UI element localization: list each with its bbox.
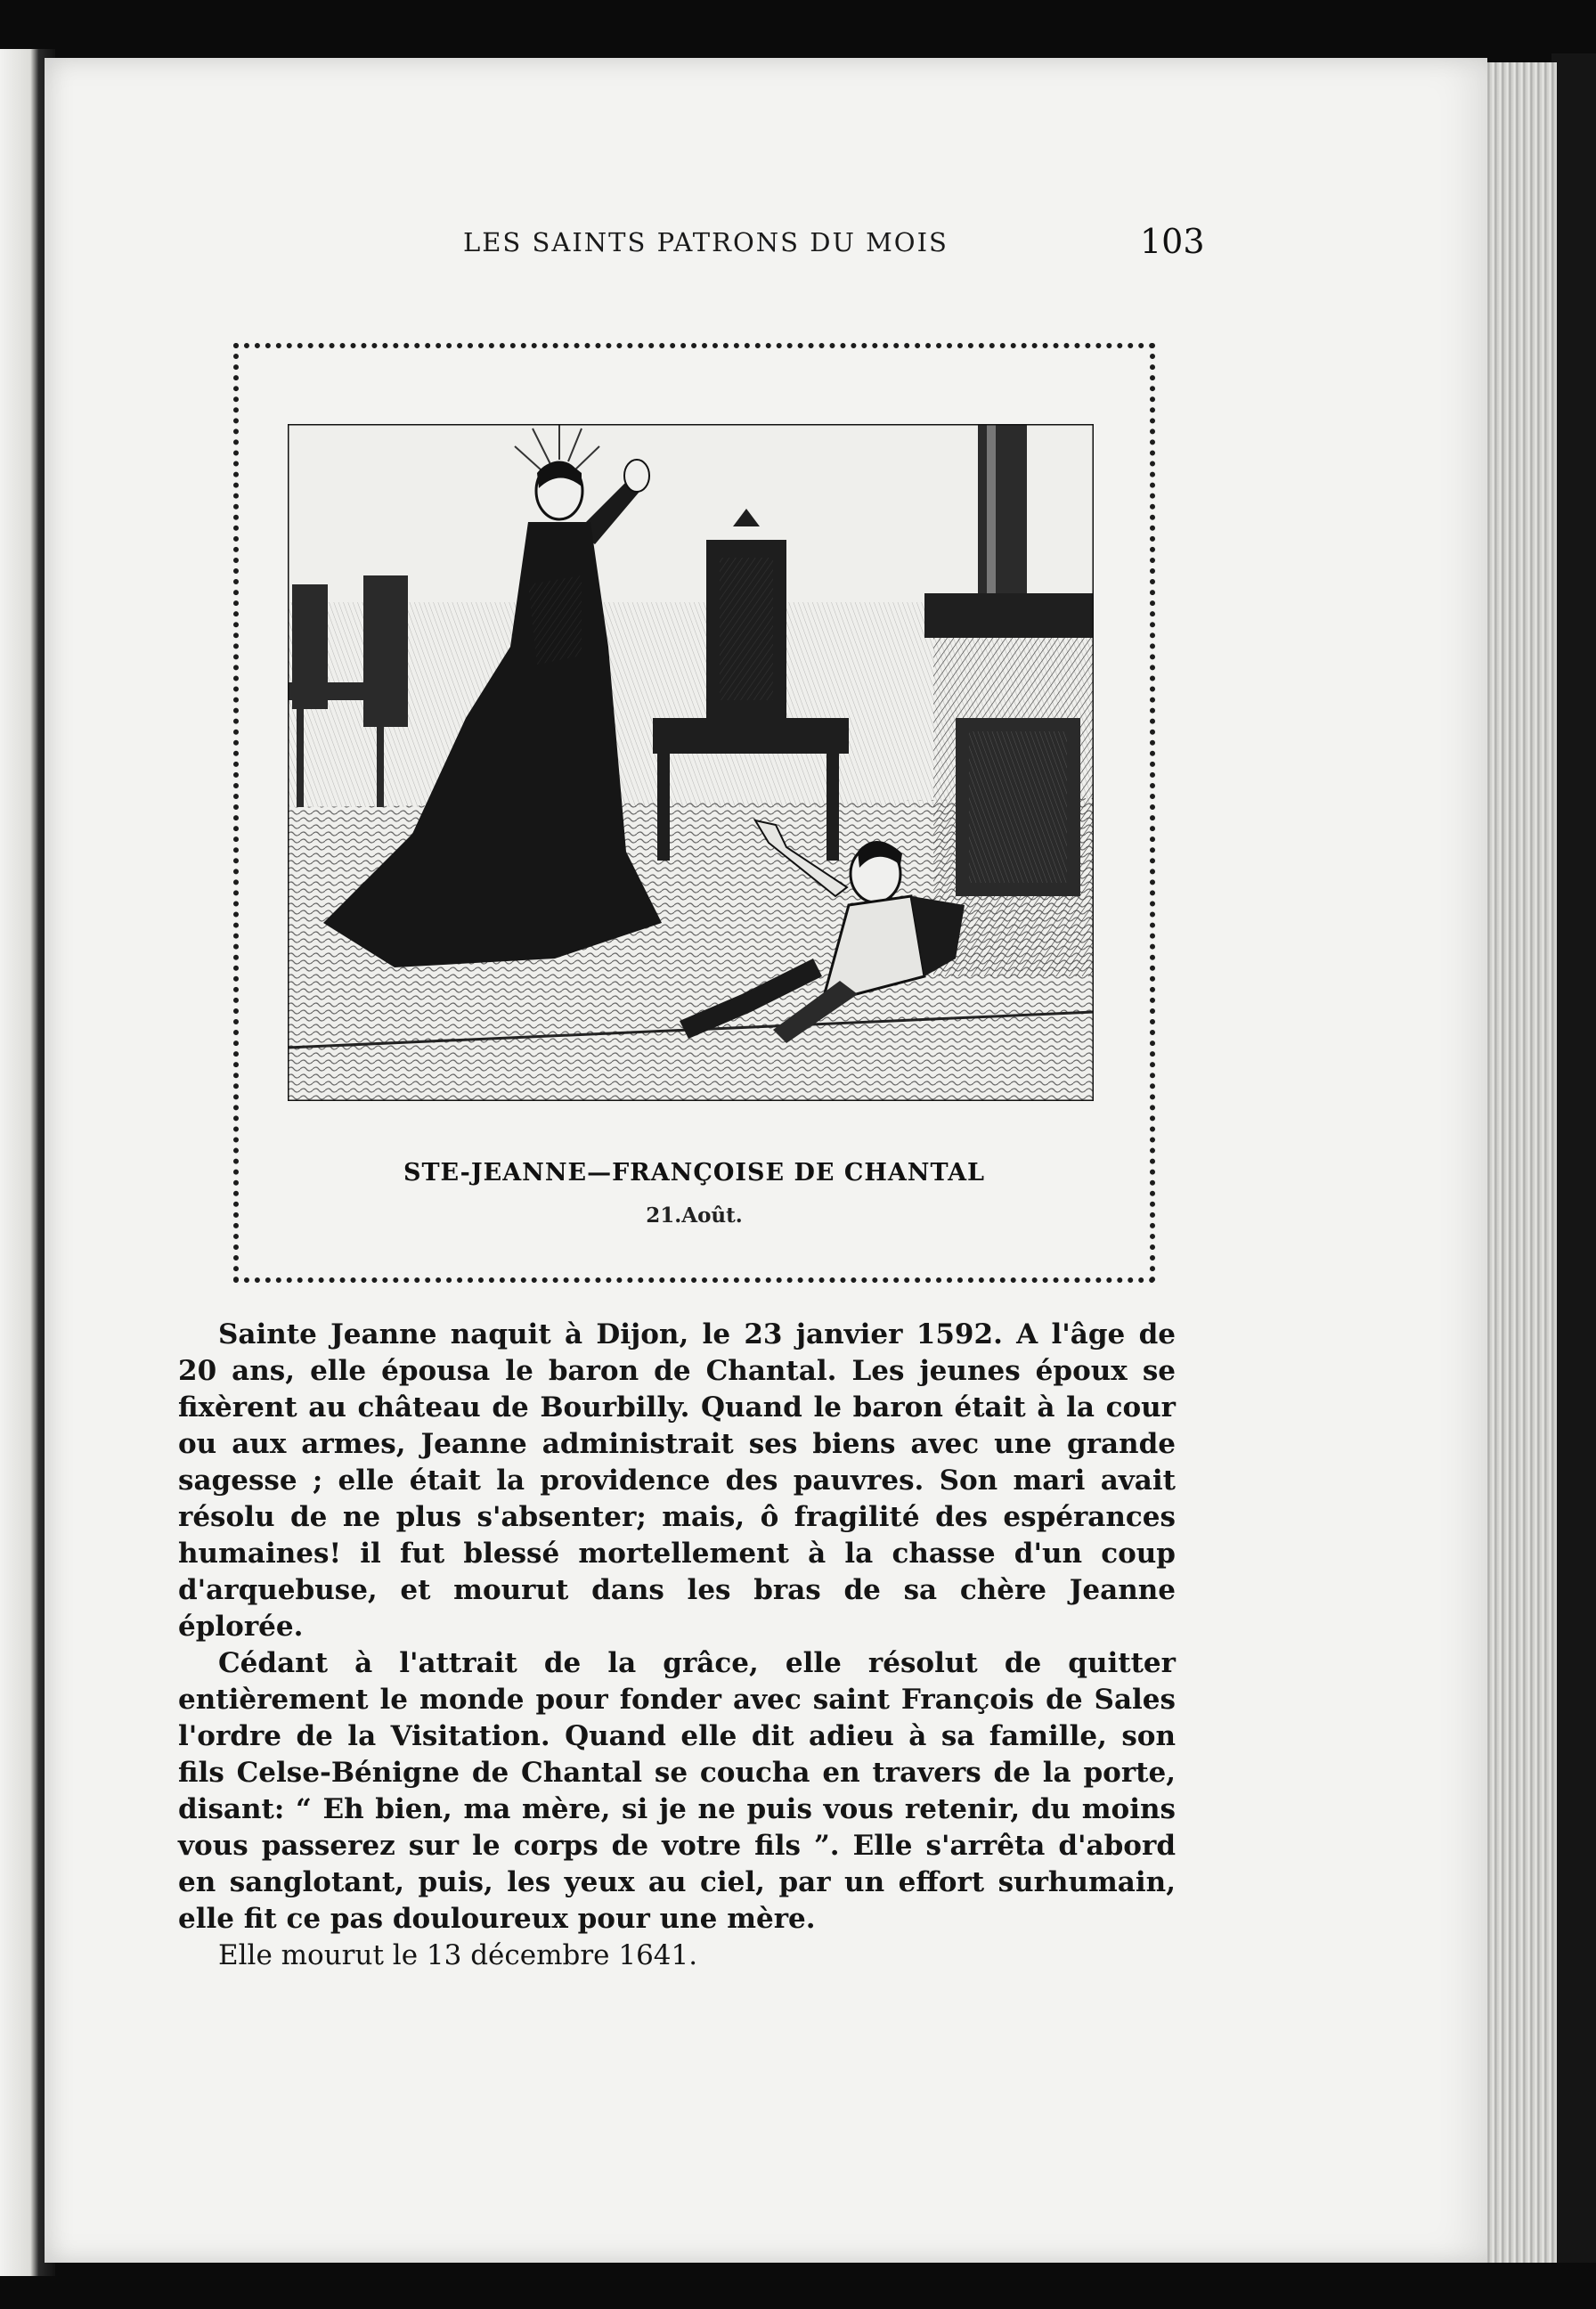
illustration-plate bbox=[233, 343, 1155, 1283]
paragraph: Sainte Jeanne naquit à Dijon, le 23 janvier 1592. A l'âge de 20 ans, elle épousa le baron de Chantal. Les jeunes époux se fixèrent au château de Bourbilly. Quand le baron était à la cour ou aux armes, Jeanne administrait ses biens avec une grande sagesse ; elle était la providence des pauvres. Son mari avait résolu de ne plus s'absenter; mais, ô fragilité des espérances humaines! il fut blessé mortellement à la chasse d'un coup d'arquebuse, et mourut dans les bras de sa chère Jeanne éplorée. bbox=[178, 1318, 1176, 1643]
paragraph: Cédant à l'attrait de la grâce, elle résolut de quitter entièrement le monde pour fonder avec saint François de Sales l'ordre de la Visitation. Quand elle dit adieu à sa famille, son fils Celse-Bénigne de Chantal se coucha en travers de la porte, disant: “ Eh bien, ma mère, si je ne puis vous retenir, du moins vous passerez sur le corps de votre fils ”. Elle s'arrêta d'abord en sanglotant, puis, les yeux au ciel, par un effort surhumain, elle fit ce pas douloureux pour une mère. bbox=[178, 1647, 1176, 1935]
plate-caption: STE-JEANNE—FRANÇOISE DE CHANTAL bbox=[403, 1159, 986, 1187]
body-text bbox=[178, 1317, 1176, 1974]
running-head bbox=[445, 222, 1247, 272]
page-number: 103 bbox=[1140, 222, 1205, 261]
paragraph: Elle mourut le 13 décembre 1641. bbox=[218, 1939, 698, 1971]
plate-feast-date: 21.Août. bbox=[646, 1203, 743, 1228]
running-title: LES SAINTS PATRONS DU MOIS bbox=[463, 227, 949, 257]
engraving-illustration bbox=[288, 424, 1094, 1101]
book-edge-shadow bbox=[1551, 53, 1596, 2263]
